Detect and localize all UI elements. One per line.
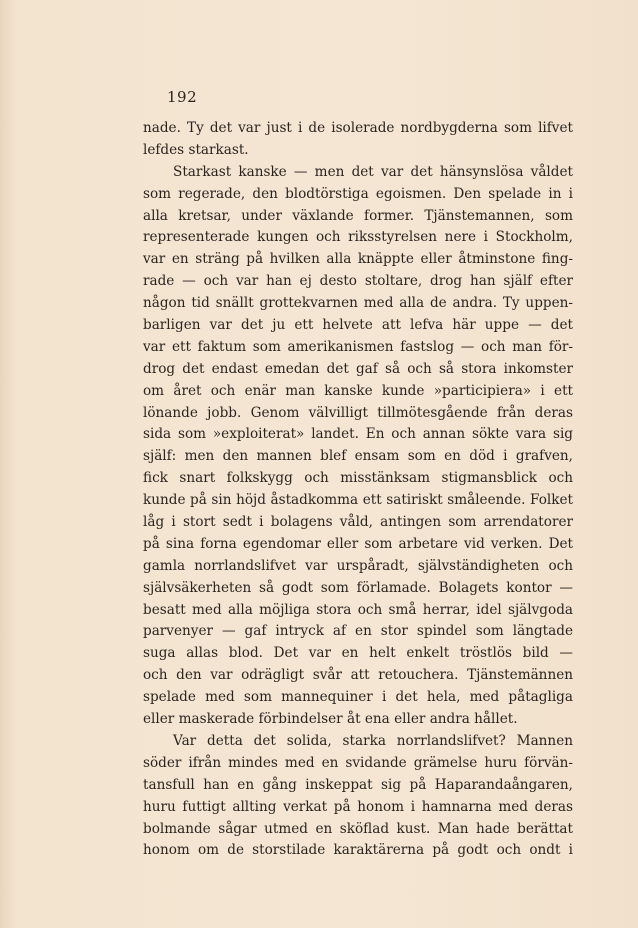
text-line: bolmande sågar utmed en sköflad kust. Man hade berättat <box>143 820 573 837</box>
text-line: lönande jobb. Genom välvilligt tillmötesgående från deras <box>143 404 573 421</box>
text-line: alla kretsar, under växlande former. Tjänstemannen, som <box>143 207 573 224</box>
text-line: och den var odrägligt svår att retouchera. Tjänstemännen <box>143 667 573 684</box>
text-line: sida som »exploiterat» landet. En och annan sökte vara sig <box>143 426 573 443</box>
text-line: kunde på sin höjd åstadkomma ett satiriskt småleende. Folket <box>143 492 573 509</box>
text-line: själf: men den mannen blef ensam som en död i grafven, <box>143 448 573 465</box>
text-line: låg i stort sedt i bolagens våld, antingen som arrendatorer <box>143 514 573 531</box>
text-line: suga allas blod. Det var en helt enkelt tröstlös bild — <box>143 645 573 662</box>
text-line: var en sträng på hvilken alla knäppte eller åtminstone fing- <box>143 251 573 268</box>
text-line: huru futtigt allting verkat på honom i hamnarna med deras <box>143 798 573 815</box>
text-line: Var detta det solida, starka norrlandslifvet? Mannen <box>173 732 573 749</box>
text-line: besatt med alla möjliga stora och små herrar, idel självgoda <box>143 601 573 618</box>
text-line: nade. Ty det var just i de isolerade nordbygderna som lifvet <box>143 120 573 136</box>
text-line: lefdes starkast. <box>143 141 249 158</box>
text-line: Starkast kanske — men det var det hänsynslösa våldet <box>173 163 573 180</box>
text-line: spelade med som mannequiner i det hela, med påtagliga <box>143 689 573 706</box>
page-number: 192 <box>167 88 198 106</box>
body-text <box>143 118 573 862</box>
text-line: drog det endast emedan det gaf så och så stora inkomster <box>143 360 573 377</box>
text-line: parvenyer — gaf intryck af en stor spindel som längtade <box>143 623 573 640</box>
text-line: var ett faktum som amerikanismen fastslog — och man för- <box>143 338 573 355</box>
text-line: någon tid snällt grottekvarnen med alla de andra. Ty uppen- <box>143 295 573 312</box>
text-line: som regerade, den blodtörstiga egoismen. Den spelade in i <box>143 185 573 202</box>
text-line: eller maskerade förbindelser åt ena eller andra hållet. <box>143 711 518 728</box>
text-line: barligen var det ju ett helvete att lefva här uppe — det <box>143 317 573 334</box>
text-line: självsäkerheten så godt som förlamade. Bolagets kontor — <box>143 579 573 596</box>
text-line: representerade kungen och riksstyrelsen nere i Stockholm, <box>143 229 573 246</box>
text-line: söder ifrån mindes med en svidande grämelse huru förvän- <box>143 754 573 771</box>
text-line: gamla norrlandslifvet var urspåradt, självständigheten och <box>143 557 573 574</box>
text-line: om året och enär man kanske kunde »participiera» i ett <box>143 382 573 399</box>
text-line: på sina forna egendomar eller som arbetare vid verken. Det <box>143 535 573 552</box>
text-line: honom om de storstilade karaktärerna på godt och ondt i <box>143 842 573 859</box>
text-line: tansfull han en gång inskeppat sig på Haparandaångaren, <box>143 776 573 793</box>
text-line: rade — och var han ej desto stoltare, drog han själf efter <box>143 273 573 290</box>
text-line: fick snart folkskygg och misstänksam stigmansblick och <box>143 470 573 487</box>
